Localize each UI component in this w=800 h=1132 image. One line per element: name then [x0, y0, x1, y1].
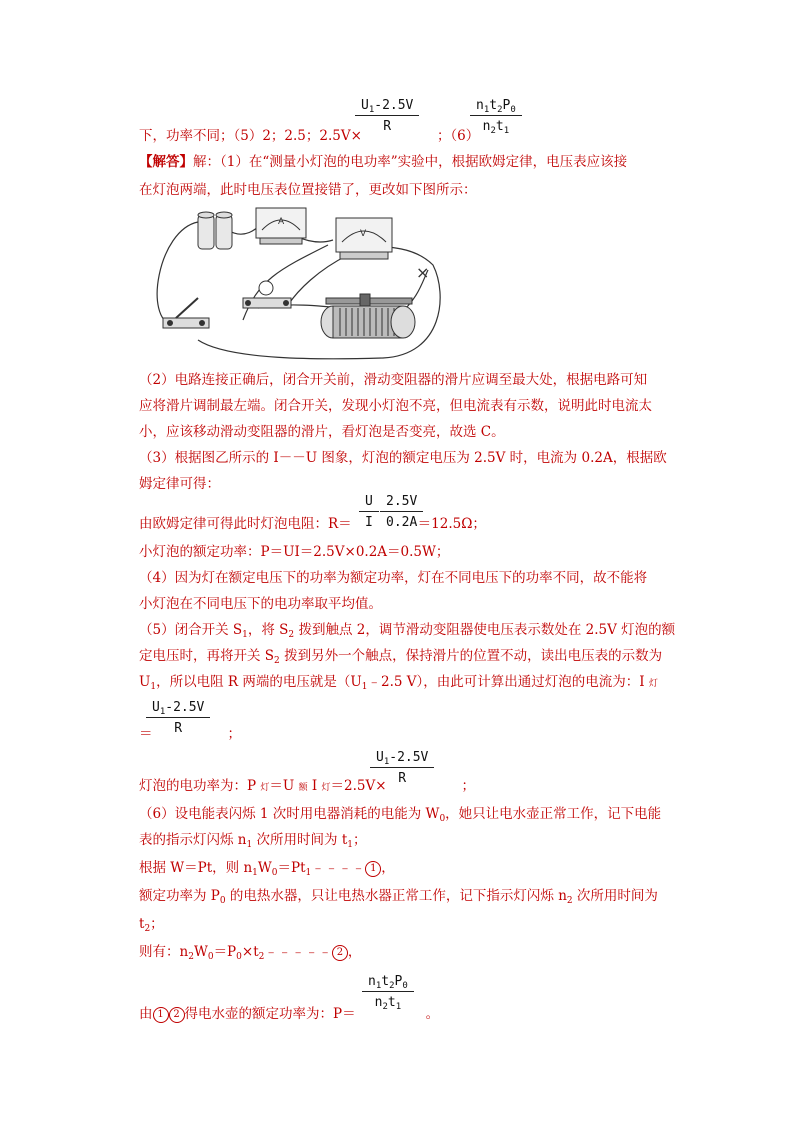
voltmeter-label: V: [360, 229, 367, 239]
lamp-icon: [243, 281, 291, 308]
lamp-power-line: 灯泡的电功率为：P 灯＝U 额 I 灯＝2.5V× ；: [139, 778, 476, 794]
cross-mark-icon: ×: [416, 263, 430, 282]
ammeter-label: A: [278, 217, 285, 227]
top-fraction-1: $\frac{U_1-2.5V}{R}$: [355, 98, 419, 134]
final-fraction: $\frac{n_1t_2P_0}{n_2t_1}$: [362, 974, 414, 1010]
voltmeter-icon: [336, 218, 392, 259]
ammeter-icon: [256, 208, 306, 244]
answer-tag: 【解答】: [139, 154, 193, 170]
top-line: 下，功率不同；（5）2；2.5；2.5V× ；（6）: [139, 128, 480, 144]
p6-line-4: 额定功率为 $P_0$ 的电热水器，只让电热水器正常工作，记下指示灯闪烁 $n_2$ 次所用时间为: [139, 888, 658, 906]
ohm-fraction-ui: $\frac{U}{I}$: [359, 494, 379, 530]
p2-line-3: 小，应该移动滑动变阻器的滑片，看灯泡是否变亮，故选 C。: [139, 424, 505, 440]
p6-line-5: $t_2$；: [139, 916, 164, 934]
p2-line-1: （2）电路连接正确后，闭合开关前，滑动变阻器的滑片应调至最大处，根据电路可知: [139, 372, 648, 388]
p6-line-1: （6）设电能表闪烁 1 次时用电器消耗的电能为 $W_0$，她只让电水壶正常工作，记下电能: [139, 806, 662, 824]
p5-line-3: $U_1$，所以电阻 R 两端的电压就是（$U_1﹣2.5$ V），由此可计算出通过灯泡的电流为：I 灯: [139, 674, 658, 692]
ohm-fraction-values: $\frac{2.5V}{0.2A}$: [380, 494, 423, 530]
ohm-equation-line: 由欧姆定律可得此时灯泡电阻：R＝ ＝12.5Ω；: [139, 516, 486, 532]
p3-line-1: （3）根据图乙所示的 I－－U 图象，灯泡的额定电压为 2.5V 时，电流为 0.2A，根据欧: [139, 450, 667, 466]
battery-icon: [198, 212, 232, 249]
top-fraction-2: $\frac{n_1t_2P_0}{n_2t_1}$: [470, 98, 522, 134]
p4-line-2: 小灯泡在不同电压下的电功率取平均值。: [139, 596, 382, 612]
p3-power-line: 小灯泡的额定功率：P＝UI＝2.5V×0.2A＝0.5W；: [139, 544, 450, 560]
p5-line-2: 定电压时，再将开关 $S_2$ 拨到另外一个触点，保持滑片的位置不动，读出电压表的示数为: [139, 648, 663, 666]
circuit-diagram: [148, 200, 448, 365]
p6-line-6: 则有：$n_2W_0=P_0\times t_2﹣﹣﹣﹣﹣$ 2 ，: [139, 944, 362, 962]
current-eq-line: ＝ ；: [139, 726, 241, 742]
p2-line-2: 应将滑片调制最左端。闭合开关，发现小灯泡不亮，但电流表有示数，说明此时电流太: [139, 398, 652, 414]
answer-line-1: 【解答】解：（1）在“测量小灯泡的电功率”实验中，根据欧姆定律，电压表应该接: [139, 154, 628, 170]
p6-line-3: 根据 W＝Pt，则 $n_1W_0=Pt_1﹣﹣﹣﹣$ 1 ，: [139, 860, 395, 878]
lamp-power-fraction: $\frac{U_1-2.5V}{R}$: [370, 750, 434, 786]
switch-icon: [163, 298, 209, 328]
top-fraction-1-den: R: [383, 119, 392, 134]
final-line: 由 1 2 得电水壶的额定功率为：P＝ 。: [139, 1006, 440, 1022]
current-fraction: $\frac{U_1-2.5V}{R}$: [146, 700, 210, 736]
p5-line-1: （5）闭合开关 $S_1$，将 $S_2$ 拨到触点 2，调节滑动变阻器使电压表示数处在 2.5V 灯泡的额: [139, 622, 676, 640]
p3-line-2: 姆定律可得：: [139, 476, 220, 492]
p6-line-2: 表的指示灯闪烁 $n_1$ 次所用时间为 $t_1$；: [139, 832, 367, 850]
answer-line-2: 在灯泡两端，此时电压表位置接错了，更改如下图所示：: [139, 182, 477, 198]
rheostat-icon: [321, 294, 415, 338]
p4-line-1: （4）因为灯在额定电压下的功率为额定功率，灯在不同电压下的功率不同，故不能将: [139, 570, 648, 586]
